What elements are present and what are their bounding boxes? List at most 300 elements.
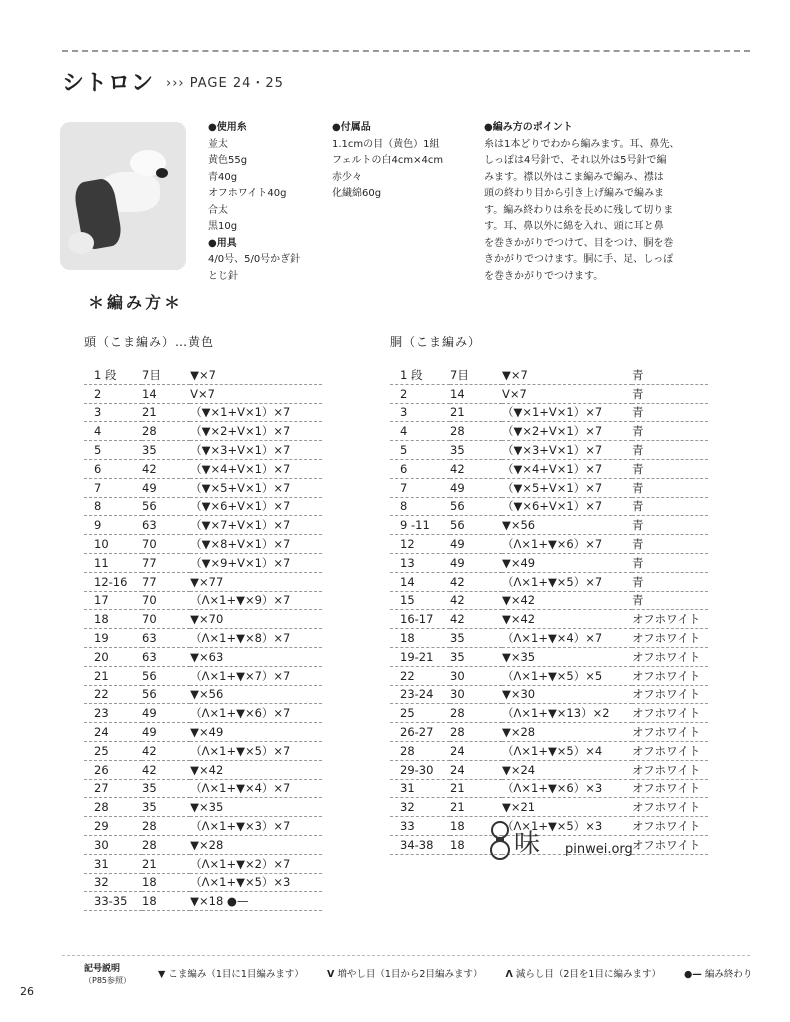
table-row: [84, 459, 322, 478]
yarn-color: 青: [632, 572, 708, 591]
stitch-count: 63: [142, 629, 190, 648]
row-number: 9 -11: [390, 516, 450, 535]
row-number: 28: [84, 798, 142, 817]
page-number: 26: [20, 985, 34, 998]
table-row: [390, 798, 708, 817]
legend-text: 減らし目（2目を1目に編みます）: [515, 969, 661, 980]
row-instruction: （Ʌ×1+▼×13）×2: [502, 704, 632, 723]
row-instruction: （▼×5+V×1）×7: [502, 478, 632, 497]
legend-label: [84, 964, 131, 986]
yarn-color: 青: [632, 422, 708, 441]
legend-item: [684, 969, 752, 980]
row-instruction: ▼×70: [190, 610, 322, 629]
table-row: [84, 798, 322, 817]
yarn-color: オフホワイト: [632, 647, 708, 666]
table-row: [84, 422, 322, 441]
stitch-count: 56: [142, 685, 190, 704]
row-instruction: （▼×4+V×1）×7: [190, 459, 322, 478]
row-number: 8: [390, 497, 450, 516]
row-instruction: ▼×42: [502, 610, 632, 629]
row-number: 16-17: [390, 610, 450, 629]
watermark-text: pinwei.org: [565, 842, 633, 857]
points-line: 糸は1本どりでわから編みます。耳、鼻先、: [484, 138, 680, 150]
product-photo: [60, 122, 186, 270]
legend-text: こま編み（1目に1目編みます）: [168, 969, 304, 980]
stitch-count: 42: [142, 760, 190, 779]
yarn-line: 青40g: [208, 171, 238, 183]
row-instruction: （▼×1+V×1）×7: [190, 403, 322, 422]
row-number: 22: [390, 666, 450, 685]
table-row: [390, 685, 708, 704]
row-number: 18: [390, 629, 450, 648]
row-number: 26: [84, 760, 142, 779]
table-row: [84, 610, 322, 629]
yarn-color: オフホワイト: [632, 629, 708, 648]
yarn-line: 合太: [208, 204, 228, 216]
howto-title: ＊編み方＊: [88, 293, 184, 312]
row-number: 32: [390, 798, 450, 817]
stitch-count: 42: [450, 572, 502, 591]
row-instruction: （Ʌ×1+▼×5）×4: [502, 741, 632, 760]
table-row: [390, 704, 708, 723]
page-reference: ››› PAGE 24・25: [166, 76, 284, 91]
stitch-count: 56: [450, 497, 502, 516]
stitch-count: 28: [450, 704, 502, 723]
svg-text:味: 味: [514, 829, 541, 859]
row-number: 23: [84, 704, 142, 723]
yarn-color: 青: [632, 535, 708, 554]
yarn-materials: [208, 120, 328, 285]
table-row: [390, 478, 708, 497]
stitch-count: 70: [142, 610, 190, 629]
row-instruction: （Ʌ×1+▼×2）×7: [190, 854, 322, 873]
table-row: [390, 516, 708, 535]
row-number: 17: [84, 591, 142, 610]
row-number: 2: [84, 384, 142, 403]
legend-subtitle: （P85参照）: [84, 976, 132, 985]
stitch-count: 77: [142, 553, 190, 572]
points-line: す。耳、鼻以外に綿を入れ、頭に耳と鼻: [484, 221, 664, 232]
legend-item: [327, 969, 482, 980]
row-instruction: （Ʌ×1+▼×9）×7: [190, 591, 322, 610]
row-number: 32: [84, 873, 142, 892]
tools-line: とじ針: [208, 270, 238, 282]
yarn-color: 青: [632, 384, 708, 403]
table-row: [84, 741, 322, 760]
row-instruction: （Ʌ×1+▼×5）×5: [502, 666, 632, 685]
row-number: 1 段: [390, 366, 450, 384]
yarn-color: オフホワイト: [632, 741, 708, 760]
increase-icon: V: [326, 969, 335, 980]
table-row: [390, 666, 708, 685]
table-row: [84, 647, 322, 666]
stitch-count: 30: [450, 685, 502, 704]
legend-title: 記号説明: [84, 964, 121, 974]
table-row: [84, 779, 322, 798]
table-row: [84, 516, 322, 535]
yarn-color: 青: [632, 516, 708, 535]
table-row: [390, 441, 708, 460]
stitch-count: 28: [142, 817, 190, 836]
row-number: 21: [84, 666, 142, 685]
yarn-line: 並太: [208, 138, 228, 150]
yarn-color: 青: [632, 366, 708, 384]
row-instruction: ▼×42: [190, 760, 322, 779]
stitch-count: 49: [142, 478, 190, 497]
stitch-count: 21: [450, 779, 502, 798]
table-row: [390, 497, 708, 516]
row-number: 14: [390, 572, 450, 591]
table-row: [390, 741, 708, 760]
row-number: 9: [84, 516, 142, 535]
points-line: を巻きかがりでつけて、目をつけ、胴を巻: [484, 237, 674, 249]
parts-heading: ●付属品: [332, 122, 371, 133]
table-row: [84, 873, 322, 892]
yarn-color: 青: [632, 497, 708, 516]
watermark-logo: [488, 818, 558, 866]
yarn-color: オフホワイト: [632, 685, 708, 704]
table-row: [390, 384, 708, 403]
stitch-count: 28: [450, 723, 502, 742]
head-rows-table: [84, 366, 322, 911]
row-instruction: （Ʌ×1+▼×5）×7: [502, 572, 632, 591]
row-instruction: （Ʌ×1+▼×7）×7: [190, 666, 322, 685]
table-row: [84, 685, 322, 704]
legend-divider: [62, 955, 750, 956]
stitch-count: 42: [450, 610, 502, 629]
row-number: 7: [390, 478, 450, 497]
row-instruction: ▼×56: [502, 516, 632, 535]
table-row: [84, 497, 322, 516]
stitch-count: 42: [142, 741, 190, 760]
table-row: [390, 629, 708, 648]
stitch-count: 24: [450, 741, 502, 760]
stitch-count: 35: [450, 441, 502, 460]
legend-text: 編み終わり: [704, 969, 753, 980]
row-number: 29-30: [390, 760, 450, 779]
row-instruction: ▼×35: [190, 798, 322, 817]
row-instruction: ▼×56: [190, 685, 322, 704]
stitch-count: 35: [142, 798, 190, 817]
row-number: 27: [84, 779, 142, 798]
row-number: 22: [84, 685, 142, 704]
table-row: [84, 854, 322, 873]
stitch-count: 63: [142, 647, 190, 666]
row-number: 3: [390, 403, 450, 422]
table-row: [390, 647, 708, 666]
table-row: [84, 629, 322, 648]
row-number: 15: [390, 591, 450, 610]
row-instruction: ▼×63: [190, 647, 322, 666]
row-number: 29: [84, 817, 142, 836]
stitch-count: 28: [142, 835, 190, 854]
tools-line: 4/0号、5/0号かぎ針: [208, 254, 301, 265]
yarn-color: 青: [632, 459, 708, 478]
single-crochet-icon: ▼: [158, 969, 166, 980]
decrease-icon: Ʌ: [505, 969, 513, 980]
row-instruction: （▼×4+V×1）×7: [502, 459, 632, 478]
stitch-count: 70: [142, 591, 190, 610]
stitch-count: 28: [142, 422, 190, 441]
row-number: 24: [84, 723, 142, 742]
table-row: [390, 553, 708, 572]
row-number: 4: [390, 422, 450, 441]
yarn-heading: ●使用糸: [208, 122, 247, 133]
row-instruction: （▼×7+V×1）×7: [190, 516, 322, 535]
row-instruction: V×7: [190, 384, 322, 403]
yarn-color: 青: [632, 441, 708, 460]
fasten-off-icon: ●—: [684, 969, 702, 980]
stitch-count: 18: [450, 817, 502, 836]
table-row: [390, 366, 708, 384]
stitch-count: 63: [142, 516, 190, 535]
row-instruction: （▼×8+V×1）×7: [190, 535, 322, 554]
stitch-count: 56: [142, 666, 190, 685]
row-instruction: ▼×28: [190, 835, 322, 854]
row-instruction: ▼×77: [190, 572, 322, 591]
table-row: [84, 704, 322, 723]
stitch-count: 35: [142, 441, 190, 460]
points-line: す。編み終わりは糸を長めに残して切りま: [484, 204, 674, 216]
yarn-color: オフホワイト: [632, 704, 708, 723]
stitch-count: 56: [142, 497, 190, 516]
row-number: 33: [390, 817, 450, 836]
stitch-count: 49: [450, 553, 502, 572]
row-instruction: （▼×2+V×1）×7: [502, 422, 632, 441]
row-instruction: （Ʌ×1+▼×6）×7: [190, 704, 322, 723]
row-number: 19-21: [390, 647, 450, 666]
row-instruction: （▼×6+V×1）×7: [190, 497, 322, 516]
stitch-count: 70: [142, 535, 190, 554]
stitch-count: 77: [142, 572, 190, 591]
parts-materials: [332, 120, 472, 203]
table-row: [390, 535, 708, 554]
stitch-count: 49: [142, 704, 190, 723]
points-line: きかがりでつけます。胴に手、足、しっぽ: [484, 254, 674, 265]
yarn-color: 青: [632, 403, 708, 422]
yarn-color: オフホワイト: [632, 835, 708, 854]
stitch-count: 28: [450, 422, 502, 441]
stitch-count: 35: [142, 779, 190, 798]
row-number: 20: [84, 647, 142, 666]
yarn-color: オフホワイト: [632, 779, 708, 798]
legend-text: 増やし目（1目から2目編みます）: [337, 969, 483, 980]
row-number: 28: [390, 741, 450, 760]
parts-line: 化繊綿60g: [332, 188, 382, 199]
stitch-count: 42: [142, 459, 190, 478]
table-row: [390, 459, 708, 478]
row-number: 3: [84, 403, 142, 422]
yarn-color: オフホワイト: [632, 666, 708, 685]
row-number: 8: [84, 497, 142, 516]
head-section-title: 頭（こま編み）…黄色: [84, 335, 215, 349]
yarn-color: 青: [632, 553, 708, 572]
table-row: [84, 666, 322, 685]
legend-item: [505, 969, 660, 980]
parts-line: フェルトの白4cm×4cm: [332, 155, 444, 166]
table-row: [84, 572, 322, 591]
stitch-count: 21: [142, 854, 190, 873]
row-instruction: （▼×9+V×1）×7: [190, 553, 322, 572]
stitch-count: 7目: [450, 366, 502, 384]
row-number: 5: [390, 441, 450, 460]
yarn-color: オフホワイト: [632, 798, 708, 817]
table-row: [84, 892, 322, 911]
row-instruction: （Ʌ×1+▼×8）×7: [190, 629, 322, 648]
table-row: [84, 591, 322, 610]
page-title: シトロン: [62, 71, 155, 96]
table-row: [84, 366, 322, 384]
yarn-color: 青: [632, 478, 708, 497]
table-row: [84, 817, 322, 836]
row-instruction: ▼×35: [502, 647, 632, 666]
row-instruction: （▼×2+V×1）×7: [190, 422, 322, 441]
parts-line: 赤少々: [332, 171, 362, 183]
row-instruction: ▼×28: [502, 723, 632, 742]
row-instruction: ▼×24: [502, 760, 632, 779]
row-number: 34-38: [390, 835, 450, 854]
body-rows-table: [390, 366, 708, 855]
row-number: 1 段: [84, 366, 142, 384]
row-instruction: （Ʌ×1+▼×5）×7: [190, 741, 322, 760]
row-instruction: （Ʌ×1+▼×6）×7: [502, 535, 632, 554]
table-row: [84, 403, 322, 422]
stitch-count: 42: [450, 459, 502, 478]
row-instruction: （▼×6+V×1）×7: [502, 497, 632, 516]
table-row: [390, 610, 708, 629]
yarn-line: 黒10g: [208, 221, 238, 232]
row-number: 12-16: [84, 572, 142, 591]
stitch-count: 18: [142, 873, 190, 892]
stitch-count: 7目: [142, 366, 190, 384]
stitch-count: 14: [450, 384, 502, 403]
row-number: 10: [84, 535, 142, 554]
yarn-line: オフホワイト40g: [208, 188, 287, 199]
row-number: 7: [84, 478, 142, 497]
stitch-count: 21: [450, 798, 502, 817]
row-number: 4: [84, 422, 142, 441]
top-divider: [62, 50, 750, 52]
stitch-count: 18: [142, 892, 190, 911]
row-instruction: （Ʌ×1+▼×6）×3: [502, 779, 632, 798]
stitch-count: 30: [450, 666, 502, 685]
table-row: [390, 760, 708, 779]
stitch-count: 49: [450, 478, 502, 497]
body-section-title: 胴（こま編み）: [390, 335, 482, 349]
row-number: 13: [390, 553, 450, 572]
stitch-count: 35: [450, 647, 502, 666]
row-instruction: （▼×3+V×1）×7: [502, 441, 632, 460]
points-line: しっぽは4号針で、それ以外は5号針で編: [484, 155, 667, 166]
table-row: [84, 535, 322, 554]
tools-heading: ●用具: [208, 237, 237, 249]
stitch-count: 35: [450, 629, 502, 648]
table-row: [84, 478, 322, 497]
row-instruction: （Ʌ×1+▼×5）×3: [190, 873, 322, 892]
row-instruction: ▼×18 ●—: [190, 892, 322, 911]
table-row: [84, 760, 322, 779]
row-number: 33-35: [84, 892, 142, 911]
row-instruction: ▼×42: [502, 591, 632, 610]
row-number: 25: [84, 741, 142, 760]
row-number: 30: [84, 835, 142, 854]
legend-item: [158, 969, 304, 980]
row-instruction: （Ʌ×1+▼×3）×7: [190, 817, 322, 836]
stitch-count: 21: [142, 403, 190, 422]
table-row: [390, 403, 708, 422]
row-number: 31: [84, 854, 142, 873]
table-row: [84, 441, 322, 460]
row-number: 23-24: [390, 685, 450, 704]
row-number: 6: [84, 459, 142, 478]
table-row: [84, 723, 322, 742]
stitch-count: 21: [450, 403, 502, 422]
row-instruction: （▼×1+V×1）×7: [502, 403, 632, 422]
row-number: 18: [84, 610, 142, 629]
stitch-count: 24: [450, 760, 502, 779]
row-instruction: ▼×49: [190, 723, 322, 742]
yarn-color: オフホワイト: [632, 817, 708, 836]
row-number: 5: [84, 441, 142, 460]
row-number: 26-27: [390, 723, 450, 742]
table-row: [390, 723, 708, 742]
stitch-count: 49: [450, 535, 502, 554]
row-number: 2: [390, 384, 450, 403]
row-instruction: ▼×30: [502, 685, 632, 704]
stitch-count: 14: [142, 384, 190, 403]
yarn-color: オフホワイト: [632, 610, 708, 629]
points-line: みます。襟以外はこま編みで編み、襟は: [484, 171, 664, 183]
row-number: 11: [84, 553, 142, 572]
row-instruction: ▼×21: [502, 798, 632, 817]
row-number: 25: [390, 704, 450, 723]
row-instruction: （Ʌ×1+▼×4）×7: [502, 629, 632, 648]
knitting-points: [484, 120, 694, 285]
table-row: [390, 591, 708, 610]
table-row: [84, 384, 322, 403]
row-instruction: ▼×7: [190, 366, 322, 384]
row-instruction: （Ʌ×1+▼×5）×3: [502, 817, 632, 836]
row-instruction: ▼×7: [502, 366, 632, 384]
stitch-count: 49: [142, 723, 190, 742]
row-instruction: （▼×3+V×1）×7: [190, 441, 322, 460]
points-line: 頭の終わり目から引き上げ編みで編みま: [484, 188, 664, 199]
stitch-count: 56: [450, 516, 502, 535]
yarn-color: オフホワイト: [632, 723, 708, 742]
table-row: [390, 422, 708, 441]
row-instruction: （▼×5+V×1）×7: [190, 478, 322, 497]
points-heading: ●編み方のポイント: [484, 122, 573, 133]
stitch-count: 42: [450, 591, 502, 610]
table-row: [84, 835, 322, 854]
yarn-color: 青: [632, 591, 708, 610]
row-number: 12: [390, 535, 450, 554]
row-number: 31: [390, 779, 450, 798]
row-instruction: （Ʌ×1+▼×4）×7: [190, 779, 322, 798]
points-line: を巻きかがりでつけます。: [484, 270, 604, 282]
table-row: [84, 553, 322, 572]
parts-line: 1.1cmの目（黄色）1組: [332, 138, 440, 150]
legend-items: [158, 966, 772, 980]
row-number: 19: [84, 629, 142, 648]
yarn-color: オフホワイト: [632, 760, 708, 779]
row-instruction: V×7: [502, 384, 632, 403]
table-row: [390, 572, 708, 591]
row-instruction: ▼×49: [502, 553, 632, 572]
stitch-count: 18: [450, 835, 502, 854]
table-row: [390, 779, 708, 798]
yarn-line: 黄色55g: [208, 155, 248, 166]
